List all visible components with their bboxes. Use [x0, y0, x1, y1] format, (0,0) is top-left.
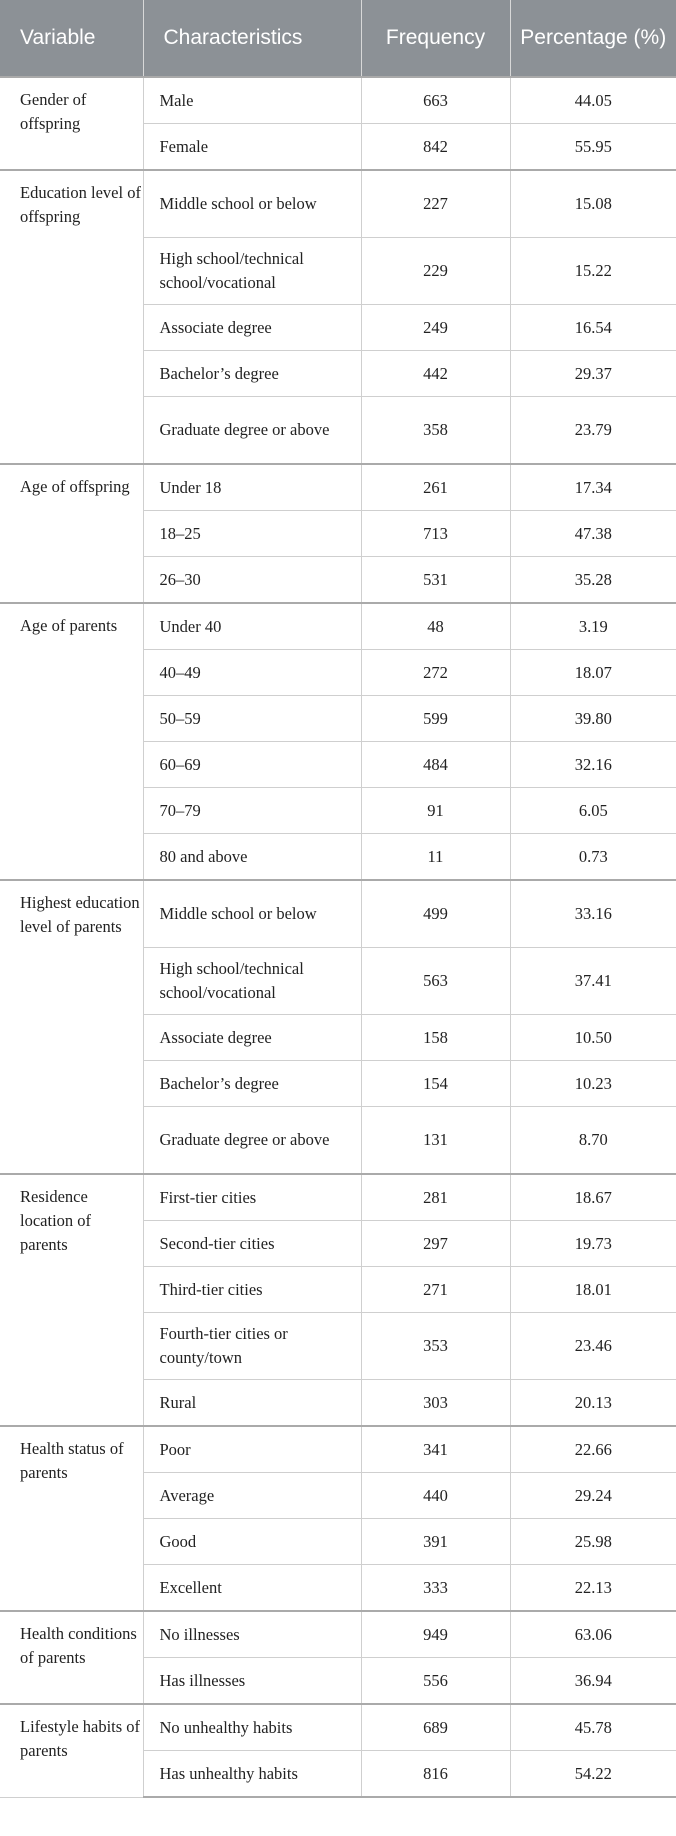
- characteristic-cell: Associate degree: [143, 1015, 361, 1061]
- frequency-cell: 261: [361, 464, 510, 511]
- percentage-cell: 37.41: [510, 948, 676, 1015]
- characteristic-cell: 18–25: [143, 511, 361, 557]
- frequency-cell: 227: [361, 170, 510, 238]
- percentage-cell: 15.08: [510, 170, 676, 238]
- frequency-cell: 499: [361, 880, 510, 948]
- characteristic-cell: Average: [143, 1473, 361, 1519]
- variable-cell: Lifestyle habits of parents: [0, 1704, 143, 1797]
- header-frequency: Frequency: [361, 0, 510, 77]
- variable-cell: Age of offspring: [0, 464, 143, 603]
- percentage-cell: 0.73: [510, 834, 676, 881]
- percentage-cell: 23.46: [510, 1313, 676, 1380]
- percentage-cell: 10.50: [510, 1015, 676, 1061]
- frequency-cell: 391: [361, 1519, 510, 1565]
- frequency-cell: 158: [361, 1015, 510, 1061]
- frequency-cell: 154: [361, 1061, 510, 1107]
- percentage-cell: 6.05: [510, 788, 676, 834]
- characteristic-cell: High school/technical school/vocational: [143, 238, 361, 305]
- percentage-cell: 63.06: [510, 1611, 676, 1658]
- frequency-cell: 816: [361, 1751, 510, 1798]
- characteristic-cell: Middle school or below: [143, 880, 361, 948]
- characteristic-cell: High school/technical school/vocational: [143, 948, 361, 1015]
- percentage-cell: 18.01: [510, 1267, 676, 1313]
- characteristic-cell: 26–30: [143, 557, 361, 604]
- characteristic-cell: Bachelor’s degree: [143, 1061, 361, 1107]
- percentage-cell: 29.37: [510, 351, 676, 397]
- characteristic-cell: 40–49: [143, 650, 361, 696]
- table-row: [0, 880, 676, 948]
- characteristic-cell: Excellent: [143, 1565, 361, 1612]
- frequency-cell: 556: [361, 1658, 510, 1705]
- percentage-cell: 55.95: [510, 124, 676, 171]
- table-row: [0, 1426, 676, 1473]
- percentage-cell: 19.73: [510, 1221, 676, 1267]
- percentage-cell: 23.79: [510, 397, 676, 465]
- characteristic-cell: Associate degree: [143, 305, 361, 351]
- percentage-cell: 39.80: [510, 696, 676, 742]
- percentage-cell: 32.16: [510, 742, 676, 788]
- table-row: [0, 170, 676, 238]
- characteristic-cell: Fourth-tier cities or county/town: [143, 1313, 361, 1380]
- frequency-cell: 297: [361, 1221, 510, 1267]
- percentage-cell: 8.70: [510, 1107, 676, 1175]
- frequency-cell: 442: [361, 351, 510, 397]
- frequency-cell: 341: [361, 1426, 510, 1473]
- percentage-cell: 18.07: [510, 650, 676, 696]
- frequency-cell: 440: [361, 1473, 510, 1519]
- variable-cell: Health status of parents: [0, 1426, 143, 1611]
- percentage-cell: 54.22: [510, 1751, 676, 1798]
- header-characteristics: Characteristics: [143, 0, 361, 77]
- characteristic-cell: Has illnesses: [143, 1658, 361, 1705]
- variable-cell: Health conditions of parents: [0, 1611, 143, 1704]
- percentage-cell: 3.19: [510, 603, 676, 650]
- frequency-cell: 484: [361, 742, 510, 788]
- table-row: [0, 1611, 676, 1658]
- percentage-cell: 22.13: [510, 1565, 676, 1612]
- characteristic-cell: Third-tier cities: [143, 1267, 361, 1313]
- characteristic-cell: Rural: [143, 1380, 361, 1427]
- percentage-cell: 16.54: [510, 305, 676, 351]
- frequency-cell: 281: [361, 1174, 510, 1221]
- frequency-cell: 333: [361, 1565, 510, 1612]
- percentage-cell: 45.78: [510, 1704, 676, 1751]
- characteristic-cell: 80 and above: [143, 834, 361, 881]
- percentage-cell: 47.38: [510, 511, 676, 557]
- characteristic-cell: No unhealthy habits: [143, 1704, 361, 1751]
- characteristic-cell: Second-tier cities: [143, 1221, 361, 1267]
- variable-cell: Age of parents: [0, 603, 143, 880]
- table-row: [0, 1704, 676, 1751]
- frequency-cell: 358: [361, 397, 510, 465]
- characteristic-cell: Under 40: [143, 603, 361, 650]
- table-body: [0, 77, 676, 1797]
- table-row: [0, 464, 676, 511]
- characteristic-cell: No illnesses: [143, 1611, 361, 1658]
- characteristic-cell: Bachelor’s degree: [143, 351, 361, 397]
- characteristic-cell: Male: [143, 77, 361, 124]
- variable-cell: Residence location of parents: [0, 1174, 143, 1426]
- variable-cell: Highest education level of parents: [0, 880, 143, 1174]
- characteristic-cell: Has unhealthy habits: [143, 1751, 361, 1798]
- percentage-cell: 44.05: [510, 77, 676, 124]
- frequency-cell: 663: [361, 77, 510, 124]
- frequency-cell: 353: [361, 1313, 510, 1380]
- frequency-cell: 272: [361, 650, 510, 696]
- percentage-cell: 29.24: [510, 1473, 676, 1519]
- characteristic-cell: Middle school or below: [143, 170, 361, 238]
- characteristic-cell: Poor: [143, 1426, 361, 1473]
- characteristic-cell: Under 18: [143, 464, 361, 511]
- characteristic-cell: Good: [143, 1519, 361, 1565]
- header-variable: Variable: [0, 0, 143, 77]
- percentage-cell: 35.28: [510, 557, 676, 604]
- frequency-cell: 599: [361, 696, 510, 742]
- frequency-cell: 48: [361, 603, 510, 650]
- percentage-cell: 36.94: [510, 1658, 676, 1705]
- frequency-cell: 531: [361, 557, 510, 604]
- percentage-cell: 25.98: [510, 1519, 676, 1565]
- characteristic-cell: Graduate degree or above: [143, 1107, 361, 1175]
- header-percentage: Percentage (%): [510, 0, 676, 77]
- variable-cell: Gender of offspring: [0, 77, 143, 170]
- characteristic-cell: Female: [143, 124, 361, 171]
- frequency-cell: 91: [361, 788, 510, 834]
- characteristic-cell: 60–69: [143, 742, 361, 788]
- frequency-cell: 249: [361, 305, 510, 351]
- characteristic-cell: First-tier cities: [143, 1174, 361, 1221]
- frequency-cell: 229: [361, 238, 510, 305]
- frequency-cell: 689: [361, 1704, 510, 1751]
- percentage-cell: 15.22: [510, 238, 676, 305]
- frequency-cell: 842: [361, 124, 510, 171]
- table-row: [0, 603, 676, 650]
- percentage-cell: 18.67: [510, 1174, 676, 1221]
- table-row: [0, 1174, 676, 1221]
- frequency-cell: 131: [361, 1107, 510, 1175]
- percentage-cell: 20.13: [510, 1380, 676, 1427]
- variable-cell: Education level of offspring: [0, 170, 143, 464]
- percentage-cell: 33.16: [510, 880, 676, 948]
- table-row: [0, 77, 676, 124]
- characteristic-cell: 70–79: [143, 788, 361, 834]
- characteristic-cell: 50–59: [143, 696, 361, 742]
- percentage-cell: 22.66: [510, 1426, 676, 1473]
- frequency-cell: 11: [361, 834, 510, 881]
- frequency-cell: 563: [361, 948, 510, 1015]
- frequency-cell: 949: [361, 1611, 510, 1658]
- frequency-cell: 303: [361, 1380, 510, 1427]
- percentage-cell: 17.34: [510, 464, 676, 511]
- frequency-cell: 271: [361, 1267, 510, 1313]
- percentage-cell: 10.23: [510, 1061, 676, 1107]
- characteristic-cell: Graduate degree or above: [143, 397, 361, 465]
- header-row: [0, 0, 676, 77]
- frequency-cell: 713: [361, 511, 510, 557]
